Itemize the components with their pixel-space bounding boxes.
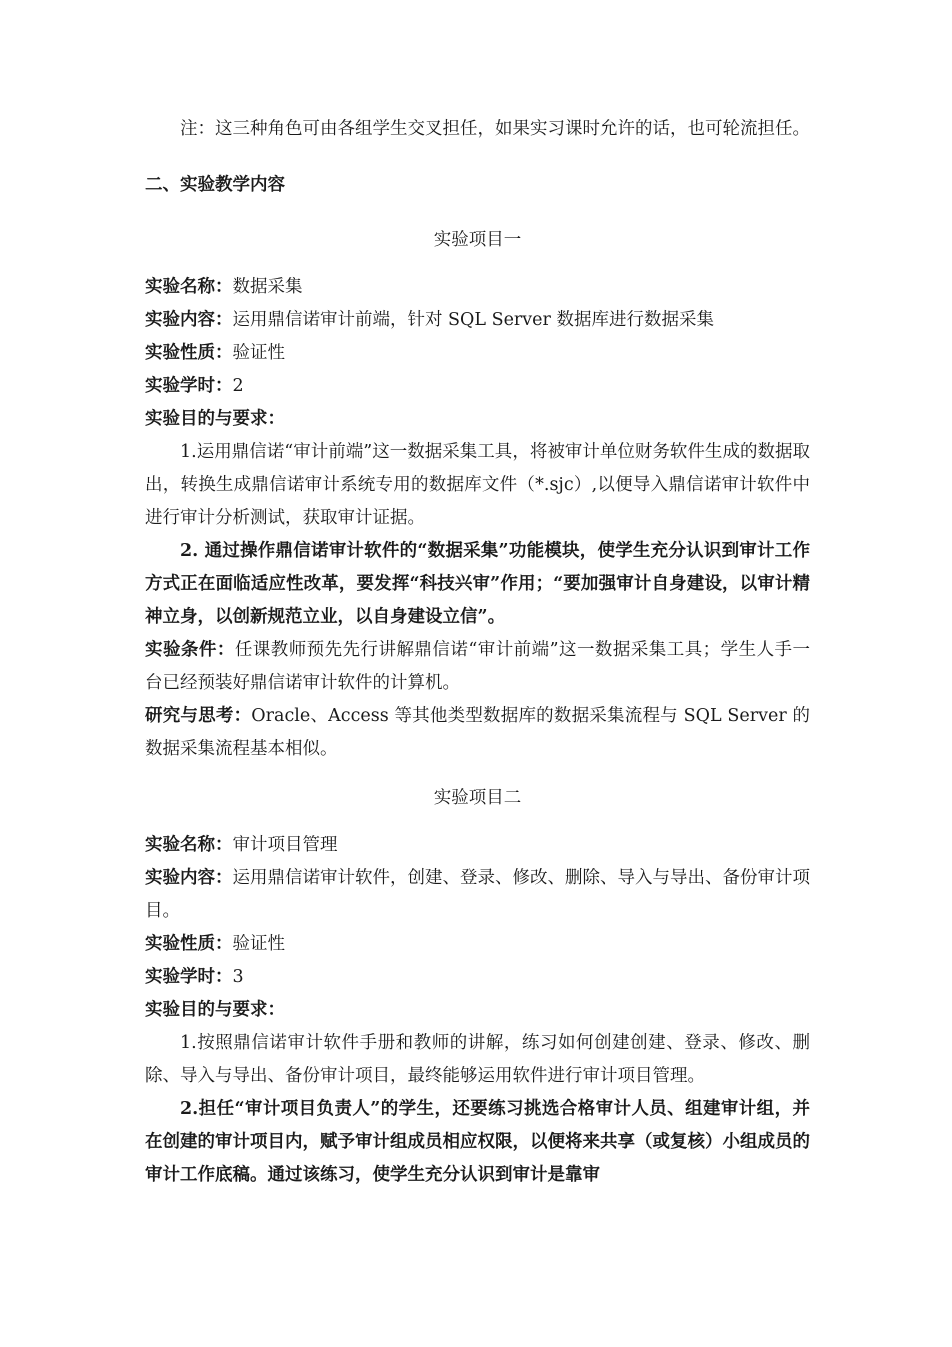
project1-name-value: 数据采集	[232, 277, 303, 297]
project1-hours	[145, 370, 810, 403]
project2-nature-label: 实验性质：	[145, 934, 233, 954]
project1-research	[145, 700, 810, 766]
project2-content-label: 实验内容：	[145, 868, 233, 888]
project2-name	[145, 829, 810, 862]
project2-name-value: 审计项目管理	[232, 835, 338, 855]
project2-title: 实验项目二	[433, 788, 522, 808]
project1-nature-label: 实验性质：	[145, 343, 233, 363]
project1-content	[145, 304, 810, 337]
document-page	[145, 113, 810, 1192]
project2-content	[145, 862, 810, 928]
project1-goal-1: 1.运用鼎信诺“审计前端”这一数据采集工具，将被审计单位财务软件生成的数据取出，转换生成鼎信诺审计系统专用的数据库文件（*.sjc）,以便导入鼎信诺审计软件中进行审计分析测试，获取审计证据。	[145, 442, 810, 528]
project2-nature	[145, 928, 810, 961]
project1-conditions-label: 实验条件：	[145, 640, 235, 660]
project2-nature-value: 验证性	[232, 934, 285, 954]
project1-nature-value: 验证性	[232, 343, 285, 363]
project2-hours	[145, 961, 810, 994]
project2-goal-1: 1.按照鼎信诺审计软件手册和教师的讲解，练习如何创建创建、登录、修改、删除、导入与导出、备份审计项目，最终能够运用软件进行审计项目管理。	[145, 1033, 810, 1086]
project1-name	[145, 271, 810, 304]
project1-goal-2: 2. 通过操作鼎信诺审计软件的“数据采集”功能模块，使学生充分认识到审计工作方式正在面临适应性改革，要发挥“科技兴审”作用；“要加强审计自身建设，以审计精神立身，以创新规范立业，以自身建设立信”。	[145, 541, 810, 627]
project1-nature	[145, 337, 810, 370]
project1-research-label: 研究与思考：	[145, 706, 252, 726]
project1-content-label: 实验内容：	[145, 310, 233, 330]
project1-title: 实验项目一	[433, 230, 522, 250]
note-paragraph: 注：这三种角色可由各组学生交叉担任，如果实习课时允许的话，也可轮流担任。	[180, 119, 810, 139]
project1-goals-label: 实验目的与要求：	[145, 409, 285, 429]
project1-content-value: 运用鼎信诺审计前端，针对 SQL Server 数据库进行数据采集	[232, 310, 714, 330]
project2-goals-label: 实验目的与要求：	[145, 1000, 285, 1020]
project1-conditions	[145, 634, 810, 700]
project1-name-label: 实验名称：	[145, 277, 233, 297]
project1-hours-label: 实验学时：	[145, 376, 233, 396]
project2-content-value: 运用鼎信诺审计软件，创建、登录、修改、删除、导入与导出、备份审计项目。	[145, 868, 810, 921]
project2-hours-label: 实验学时：	[145, 967, 233, 987]
project2-hours-value: 3	[232, 967, 244, 987]
project1-research-value: Oracle、Access 等其他类型数据库的数据采集流程与 SQL Server 的数据采集流程基本相似。	[145, 706, 811, 759]
project1-hours-value: 2	[232, 376, 244, 396]
project1-conditions-value: 任课教师预先先行讲解鼎信诺“审计前端”这一数据采集工具；学生人手一台已经预装好鼎信诺审计软件的计算机。	[145, 640, 810, 693]
project2-goal-2: 2.担任“审计项目负责人”的学生，还要练习挑选合格审计人员、组建审计组，并在创建的审计项目内，赋予审计组成员相应权限，以便将来共享（或复核）小组成员的审计工作底稿。通过该练习，使学生充分认识到审计是靠审	[145, 1099, 810, 1185]
project2-name-label: 实验名称：	[145, 835, 233, 855]
section-heading: 二、实验教学内容	[145, 175, 285, 195]
